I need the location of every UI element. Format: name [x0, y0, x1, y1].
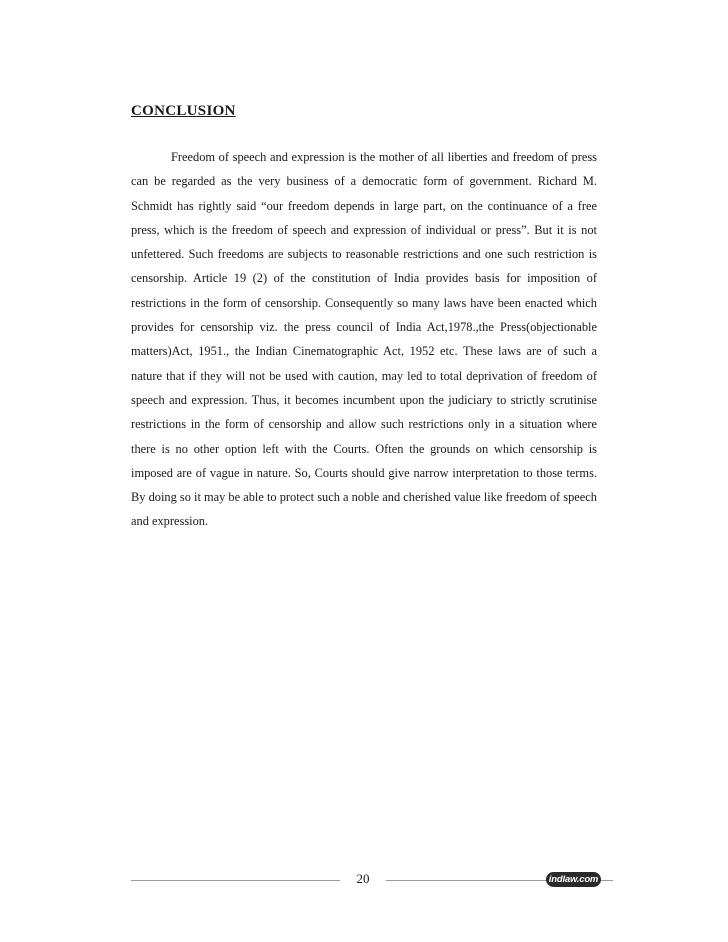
section-heading: CONCLUSION — [131, 103, 236, 119]
indlaw-logo: indlaw.com — [546, 872, 601, 887]
page-number: 20 — [340, 869, 386, 889]
conclusion-paragraph: Freedom of speech and expression is the mother of all liberties and freedom of press can be regarded as the very business of a democratic form of government. Richard M. Schmidt has rightly said “our freedom depends in large part, on the continuance of a free press, which is the freedom of speech and expression of individual or press”. But it is not unfettered. Such freedoms are subjects to reasonable restrictions and one such restriction is censorship. Article 19 (2) of the constitution of India provides basis for imposition of restrictions in the form of censorship. Consequently so many laws have been enacted which provides for censorship viz. the press council of India Act,1978.,the Press(objectionable matters)Act, 1951., the Indian Cinematographic Act, 1952 etc. These laws are of such a nature that if they will not be used with caution, may led to total deprivation of freedom of speech and expression. Thus, it becomes incumbent upon the judiciary to strictly scrutinise restrictions in the form of censorship and allow such restrictions only in a situation where there is no other option left with the Courts. Often the grounds on which censorship is imposed are of vague in nature. So, Courts should give narrow interpretation to those terms. By doing so it may be able to protect such a noble and cherished value like freedom of speech and expression. — [131, 150, 597, 529]
